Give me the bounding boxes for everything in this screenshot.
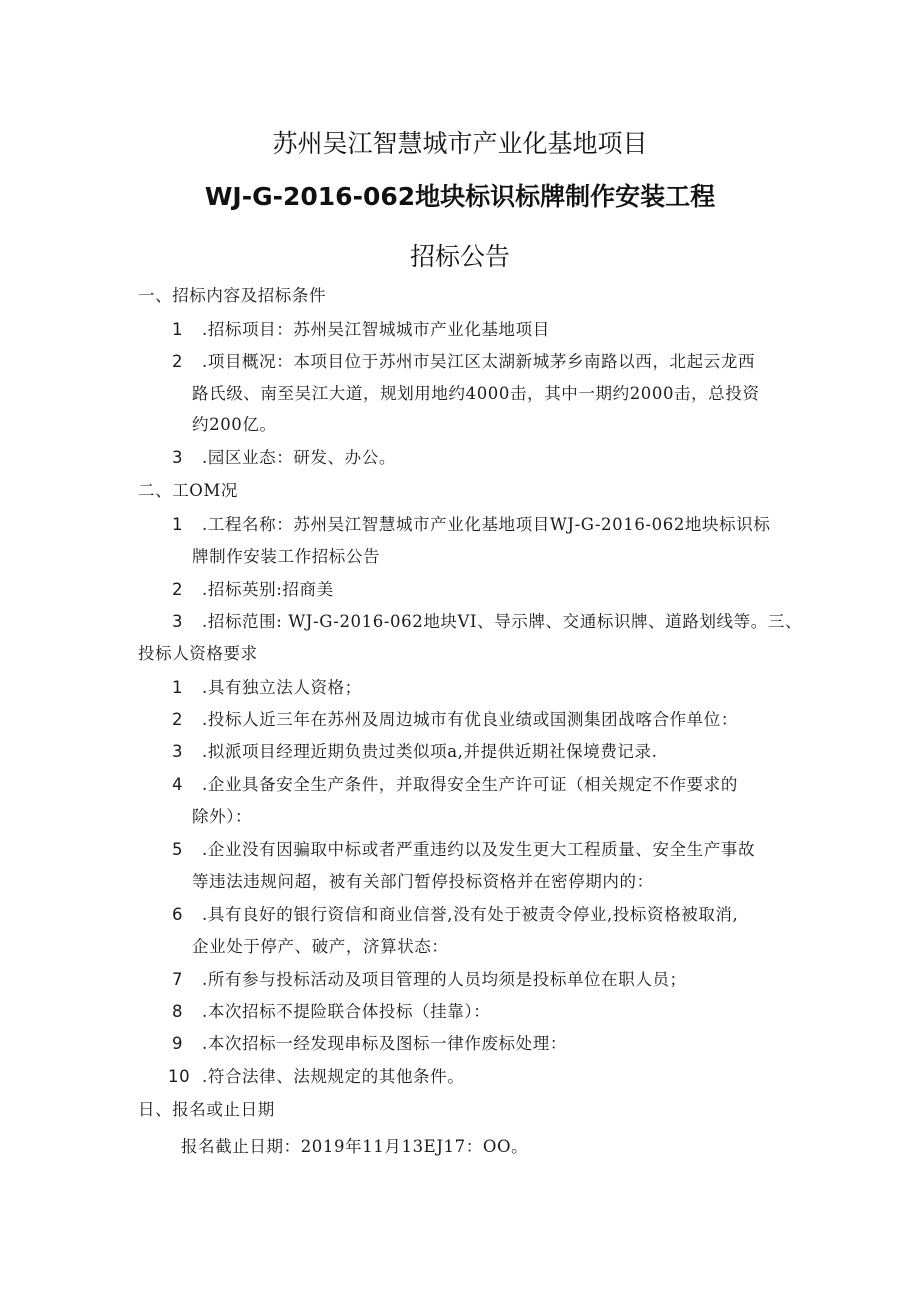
item-text: .工程名称：苏州吴江智慧城市产业化基地项目WJ-G-2016-062地块标识标 [202, 515, 771, 534]
section-2-heading: 二、工OM况 [138, 481, 239, 500]
item-text: .招标英别:招商美 [202, 580, 334, 599]
list-item [172, 998, 490, 1022]
item-text: .项目概况：本项目位于苏州市吴江区太湖新城茅乡南路以西，北起云龙西 [202, 352, 756, 371]
list-item [172, 576, 334, 600]
list-item [172, 771, 738, 795]
item-text: .本次招标一经发现串标及图标一律作废标处理： [202, 1034, 567, 1053]
item-number: 1 [172, 678, 184, 697]
item-text: .拟派项目经理近期负贵过类似项a,并提供近期社保境费记录. [202, 742, 658, 761]
list-item [172, 706, 738, 730]
item-text: .具有良好的银行资信和商业信誉,没有处于被责令停业,投标资格被取消, [202, 905, 739, 924]
item-continuation: 等违法违规问超，被有关部门暂停投标资格并在密停期内的： [192, 872, 654, 891]
item-number: 3 [172, 448, 184, 467]
item-number: 10 [168, 1067, 191, 1086]
section-4-heading: 日、报名或止日期 [138, 1100, 275, 1119]
list-item [172, 316, 550, 340]
list-item [172, 511, 770, 535]
list-item [172, 608, 802, 632]
item-continuation: 投标人资格要求 [138, 644, 258, 663]
list-item [172, 674, 362, 698]
item-text: .企业具备安全生产条件，并取得安全生产许可证（相关规定不作要求的 [202, 775, 738, 794]
item-continuation: 企业处于停产、破产，济算状态： [192, 937, 449, 956]
item-text: .具有独立法人资格； [202, 678, 362, 697]
list-item [172, 348, 755, 372]
title-line-3: 招标公告 [409, 242, 510, 271]
item-number: 6 [172, 905, 184, 924]
item-number: 7 [172, 970, 184, 989]
item-text: .企业没有因骗取中标或者严重违约以及发生更大工程质量、安全生产事故 [202, 840, 756, 859]
list-item [172, 966, 687, 990]
item-number: 8 [172, 1002, 184, 1021]
list-item [172, 1030, 567, 1054]
title-line-1: 苏州吴江智慧城市产业化基地项目 [272, 129, 648, 158]
item-number: 9 [172, 1034, 184, 1053]
item-number: 3 [172, 742, 184, 761]
item-number: 2 [172, 580, 184, 599]
item-continuation: 牌制作安装工作招标公告 [192, 547, 381, 566]
item-number: 4 [172, 775, 184, 794]
item-continuation: 约200亿。 [192, 415, 277, 434]
list-item [172, 738, 657, 762]
item-text: .招标项目：苏州吴江智城城市产业化基地项目 [202, 320, 550, 339]
item-continuation: 除外）： [192, 807, 253, 826]
title-line-2: WJ-G-2016-062地块标识标牌制作安装工程 [204, 182, 716, 211]
item-text: .本次招标不提险联合体投标（挂靠）： [202, 1002, 491, 1021]
list-item [172, 444, 396, 468]
item-number: 1 [172, 515, 184, 534]
list-item [172, 836, 755, 860]
deadline-text: 报名截止日期：2019年11月13EJ17：OO。 [181, 1137, 529, 1156]
item-number: 5 [172, 840, 184, 859]
item-text: .园区业态：研发、办公。 [202, 448, 396, 467]
section-1-heading: 一、招标内容及招标条件 [138, 286, 327, 305]
item-text: .招标范围: WJ-G-2016-062地块VI、导示牌、交通标识牌、道路划线等。三、 [202, 612, 803, 631]
item-text: .符合法律、法规规定的其他条件。 [202, 1067, 465, 1086]
list-item [172, 901, 738, 925]
list-item [168, 1063, 464, 1087]
item-number: 1 [172, 320, 184, 339]
item-text: .所有参与投标活动及项目管理的人员均须是投标单位在职人员； [202, 970, 687, 989]
item-text: .投标人近三年在苏州及周边城市有优良业绩或国测集团战喀合作单位： [202, 710, 738, 729]
item-number: 3 [172, 612, 184, 631]
item-continuation: 路氏级、南至吴江大道，规划用地约4000击，其中一期约2000击，总投资 [192, 384, 760, 403]
item-number: 2 [172, 352, 184, 371]
item-number: 2 [172, 710, 184, 729]
